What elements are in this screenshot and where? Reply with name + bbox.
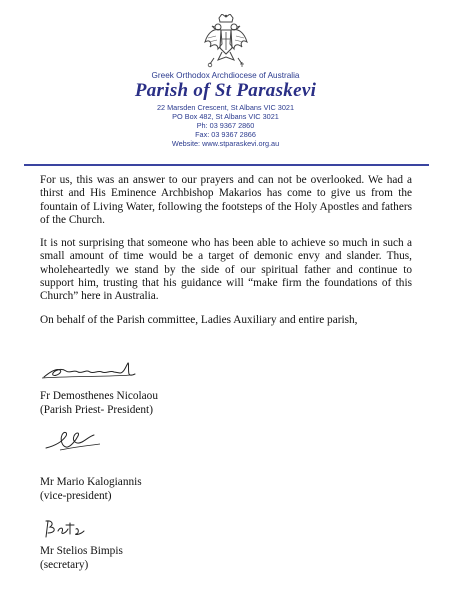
phone-line: Ph: 03 9367 2860 [196, 121, 255, 131]
contact-block [0, 103, 451, 148]
handwritten-signature-image [40, 426, 110, 452]
paragraph: It is not surprising that someone who has been able to achieve so much in such a small amount of time would be a target of demonic envy and slander. Thus, wholeheartedly we stand by the side of our spiritual father and continue to support him, trusting that his guidance will “make firm the foundations of this Church” here in Australia. [40, 237, 412, 303]
po-box-line: PO Box 482, St Albans VIC 3021 [172, 112, 279, 122]
website-line: Website: www.stparaskevi.org.au [171, 139, 280, 149]
organization-name: Greek Orthodox Archdiocese of Australia [151, 71, 300, 80]
signatory-name: Mr Mario Kalogiannis [40, 476, 142, 488]
signatory-role: (Parish Priest- President) [40, 403, 153, 416]
handwritten-signature-image [40, 517, 100, 539]
signature-block-vice-president [40, 426, 142, 503]
signatory-role: (secretary) [40, 558, 89, 571]
signatory-name: Mr Stelios Bimpis [40, 545, 123, 557]
signatory-role: (vice-president) [40, 489, 112, 502]
signature-block-secretary [40, 517, 123, 572]
double-headed-eagle-crest-icon [204, 14, 248, 68]
handwritten-signature-image [40, 358, 150, 382]
signatory-name: Fr Demosthenes Nicolaou [40, 390, 158, 402]
parish-name: Parish of St Paraskevi [134, 80, 317, 101]
letterhead-divider [24, 164, 429, 166]
letter-body [40, 174, 412, 337]
fax-line: Fax: 03 9367 2866 [195, 130, 256, 140]
address-line: 22 Marsden Crescent, St Albans VIC 3021 [156, 103, 295, 112]
closing-paragraph: On behalf of the Parish committee, Ladies Auxiliary and entire parish, [40, 313, 358, 326]
paragraph: For us, this was an answer to our prayers and can not be overlooked. We had a thirst and His Eminence Archbishop Makarios has come to give us from the fountain of Living Water, following the footsteps of the Holy Apostles and fathers of the Church. [40, 174, 412, 226]
signature-block-president [40, 358, 158, 417]
